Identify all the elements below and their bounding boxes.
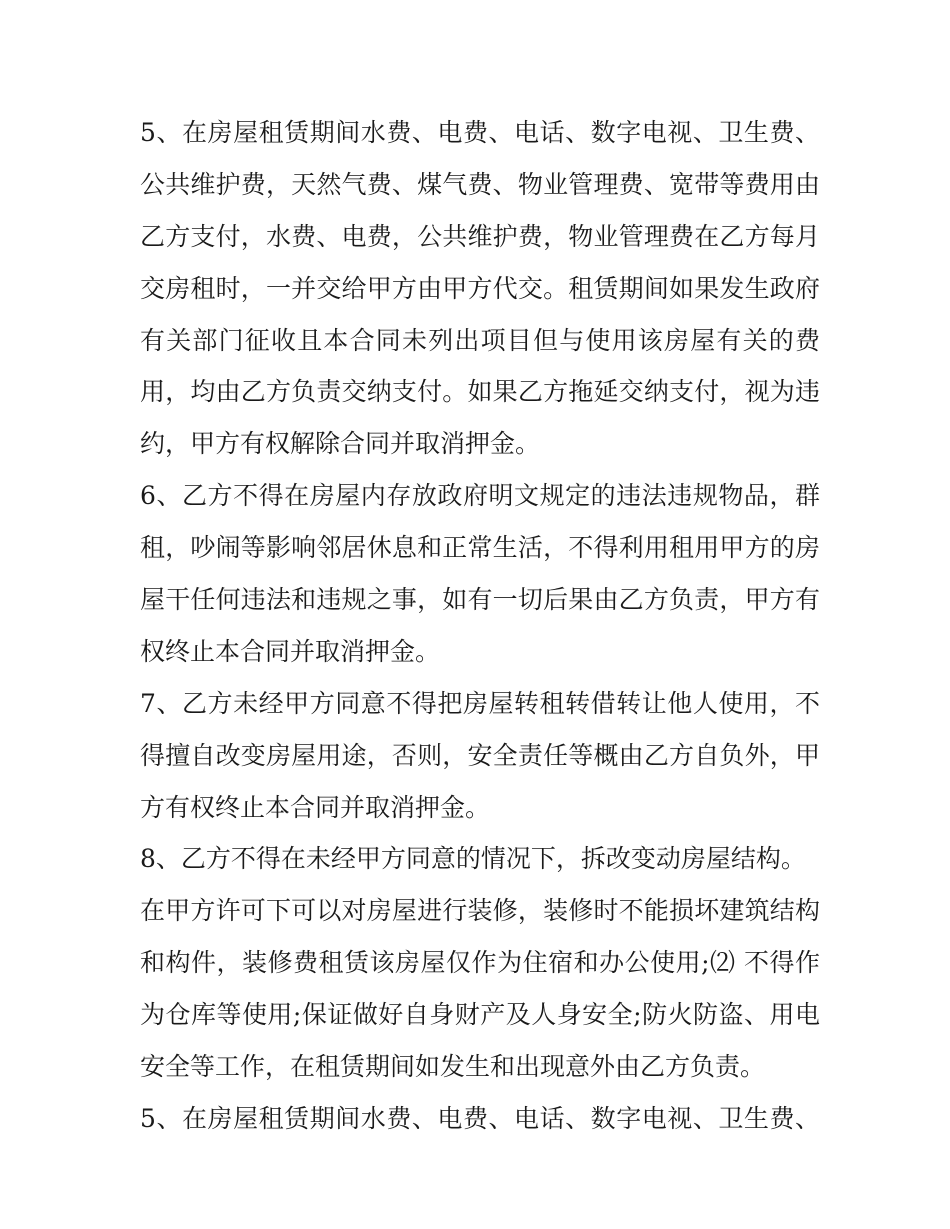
document-text-line: 7、乙方未经甲方同意不得把房屋转租转借转让他人使用，不 bbox=[140, 688, 820, 718]
document-text-line: 安全等工作，在租赁期间如发生和出现意外由乙方负责。 bbox=[140, 1052, 766, 1082]
document-text-line: 用，均由乙方负责交纳支付。如果乙方拖延交纳支付，视为违 bbox=[140, 377, 820, 407]
document-text-line: 5、在房屋租赁期间水费、电费、电话、数字电视、卫生费、 bbox=[140, 1103, 820, 1133]
document-text-line: 乙方支付，水费、电费，公共维护费，物业管理费在乙方每月 bbox=[140, 221, 820, 251]
document-text-line: 方有权终止本合同并取消押金。 bbox=[140, 792, 491, 822]
document-text-line: 8、乙方不得在未经甲方同意的情况下，拆改变动房屋结构。 bbox=[140, 844, 806, 874]
document-text-line: 权终止本合同并取消押金。 bbox=[140, 636, 441, 666]
document-text-line: 在甲方许可下可以对房屋进行装修，装修时不能损坏建筑结构 bbox=[140, 896, 820, 926]
document-text-line: 有关部门征收且本合同未列出项目但与使用该房屋有关的费 bbox=[140, 325, 820, 355]
document-text-line: 约，甲方有权解除合同并取消押金。 bbox=[140, 429, 541, 459]
document-body-text bbox=[140, 107, 820, 1145]
document-text-line: 为仓库等使用;保证做好自身财产及人身安全;防火防盗、用电 bbox=[140, 1000, 820, 1030]
document-text-line: 和构件，装修费租赁该房屋仅作为住宿和办公使用;⑵ 不得作 bbox=[140, 948, 820, 978]
document-text-line: 5、在房屋租赁期间水费、电费、电话、数字电视、卫生费、 bbox=[140, 118, 820, 147]
document-text-line: 公共维护费，天然气费、煤气费、物业管理费、宽带等费用由 bbox=[140, 169, 820, 199]
document-text-line: 交房租时，一并交给甲方由甲方代交。租赁期间如果发生政府 bbox=[140, 273, 820, 303]
document-text-line: 6、乙方不得在房屋内存放政府明文规定的违法违规物品，群 bbox=[140, 481, 820, 511]
document-text-line: 屋干任何违法和违规之事，如有一切后果由乙方负责，甲方有 bbox=[140, 585, 820, 615]
document-text-line: 租，吵闹等影响邻居休息和正常生活，不得利用租用甲方的房 bbox=[140, 533, 820, 563]
document-text-line: 得擅自改变房屋用途，否则，安全责任等概由乙方自负外，甲 bbox=[140, 740, 820, 770]
